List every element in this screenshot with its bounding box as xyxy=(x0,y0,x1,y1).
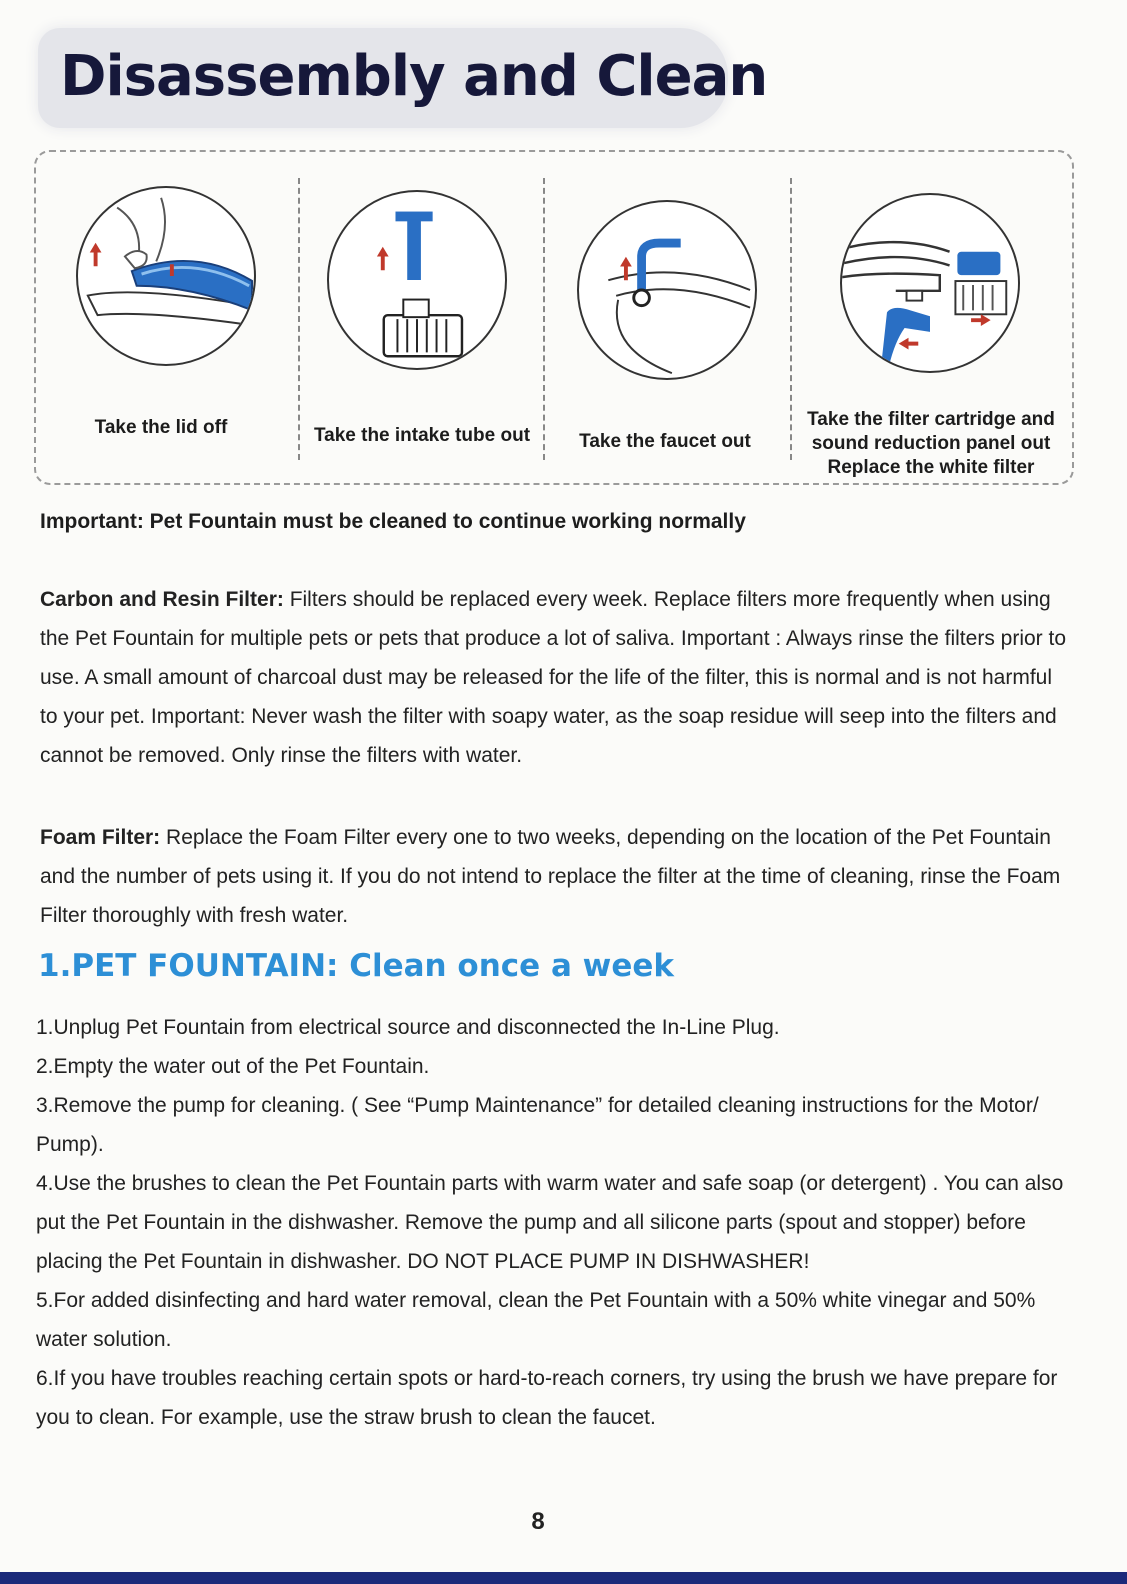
foam-filter-paragraph xyxy=(40,818,1070,935)
step-label-filter-line: Replace the white filter xyxy=(827,457,1035,478)
step-divider xyxy=(543,178,545,460)
list-item: 4.Use the brushes to clean the Pet Fountain parts with warm water and safe soap (or detergent) . You can also put the Pet Fountain in the dishwasher. Remove the pump and all silicone parts (spout and stopper) before placing the Pet Fountain in dishwasher. DO NOT PLACE PUMP IN DISHWASHER! xyxy=(36,1172,1064,1273)
step-label-filter-line: Take the filter cartridge and xyxy=(807,409,1055,430)
step-label-filter xyxy=(796,408,1066,480)
foam-filter-heading: Foam Filter: xyxy=(40,826,161,849)
lid-removal-illustration xyxy=(76,186,256,366)
filter-cartridge-illustration xyxy=(840,193,1020,373)
step-label-intake-tube: Take the intake tube out xyxy=(313,425,531,446)
list-item: 5.For added disinfecting and hard water removal, clean the Pet Fountain with a 50% white vinegar and 50% water solution. xyxy=(36,1289,1036,1351)
foam-filter-text: Replace the Foam Filter every one to two weeks, depending on the location of the Pet Fountain and the number of pets using it. If you do not intend to replace the filter at the time of cleaning, rinse the Foam Filter thoroughly with fresh water. xyxy=(40,826,1061,927)
carbon-filter-paragraph xyxy=(40,580,1070,775)
footer-bar xyxy=(0,1572,1127,1584)
important-note: Important: Pet Fountain must be cleaned to continue working normally xyxy=(40,510,746,533)
step-label-filter-line: sound reduction panel out xyxy=(811,433,1051,454)
list-item: 2.Empty the water out of the Pet Fountain. xyxy=(36,1055,430,1078)
list-item: 1.Unplug Pet Fountain from electrical source and disconnected the In-Line Plug. xyxy=(36,1016,780,1039)
list-item: 6.If you have troubles reaching certain spots or hard-to-reach corners, try using the brush we have prepare for you to clean. For example, use the straw brush to clean the faucet. xyxy=(36,1367,1058,1429)
carbon-filter-text: Filters should be replaced every week. Replace filters more frequently when using the Pet Fountain for multiple pets or pets that produce a lot of saliva. Important : Always rinse the filters prior to use. A small amount of charcoal dust may be released for the life of the filter, this is normal and is not harmful to your pet. Important: Never wash the filter with soapy water, as the soap residue will seep into the filters and cannot be removed. Only rinse the filters with water. xyxy=(40,588,1067,767)
section-heading: 1.PET FOUNTAIN: Clean once a week xyxy=(38,948,674,984)
cleaning-steps-list xyxy=(36,1008,1076,1437)
page-title: Disassembly and Clean xyxy=(60,44,768,109)
step-divider xyxy=(298,178,300,460)
step-label-faucet: Take the faucet out xyxy=(579,431,751,452)
step-label-lid: Take the lid off xyxy=(94,417,228,438)
list-item: 3.Remove the pump for cleaning. ( See “Pump Maintenance” for detailed cleaning instructions for the Motor/ Pump). xyxy=(36,1094,1039,1156)
intake-tube-illustration xyxy=(327,190,507,370)
carbon-filter-heading: Carbon and Resin Filter: xyxy=(40,588,284,611)
faucet-illustration xyxy=(577,200,757,380)
step-divider xyxy=(790,178,792,460)
page-number: 8 xyxy=(531,1508,545,1535)
